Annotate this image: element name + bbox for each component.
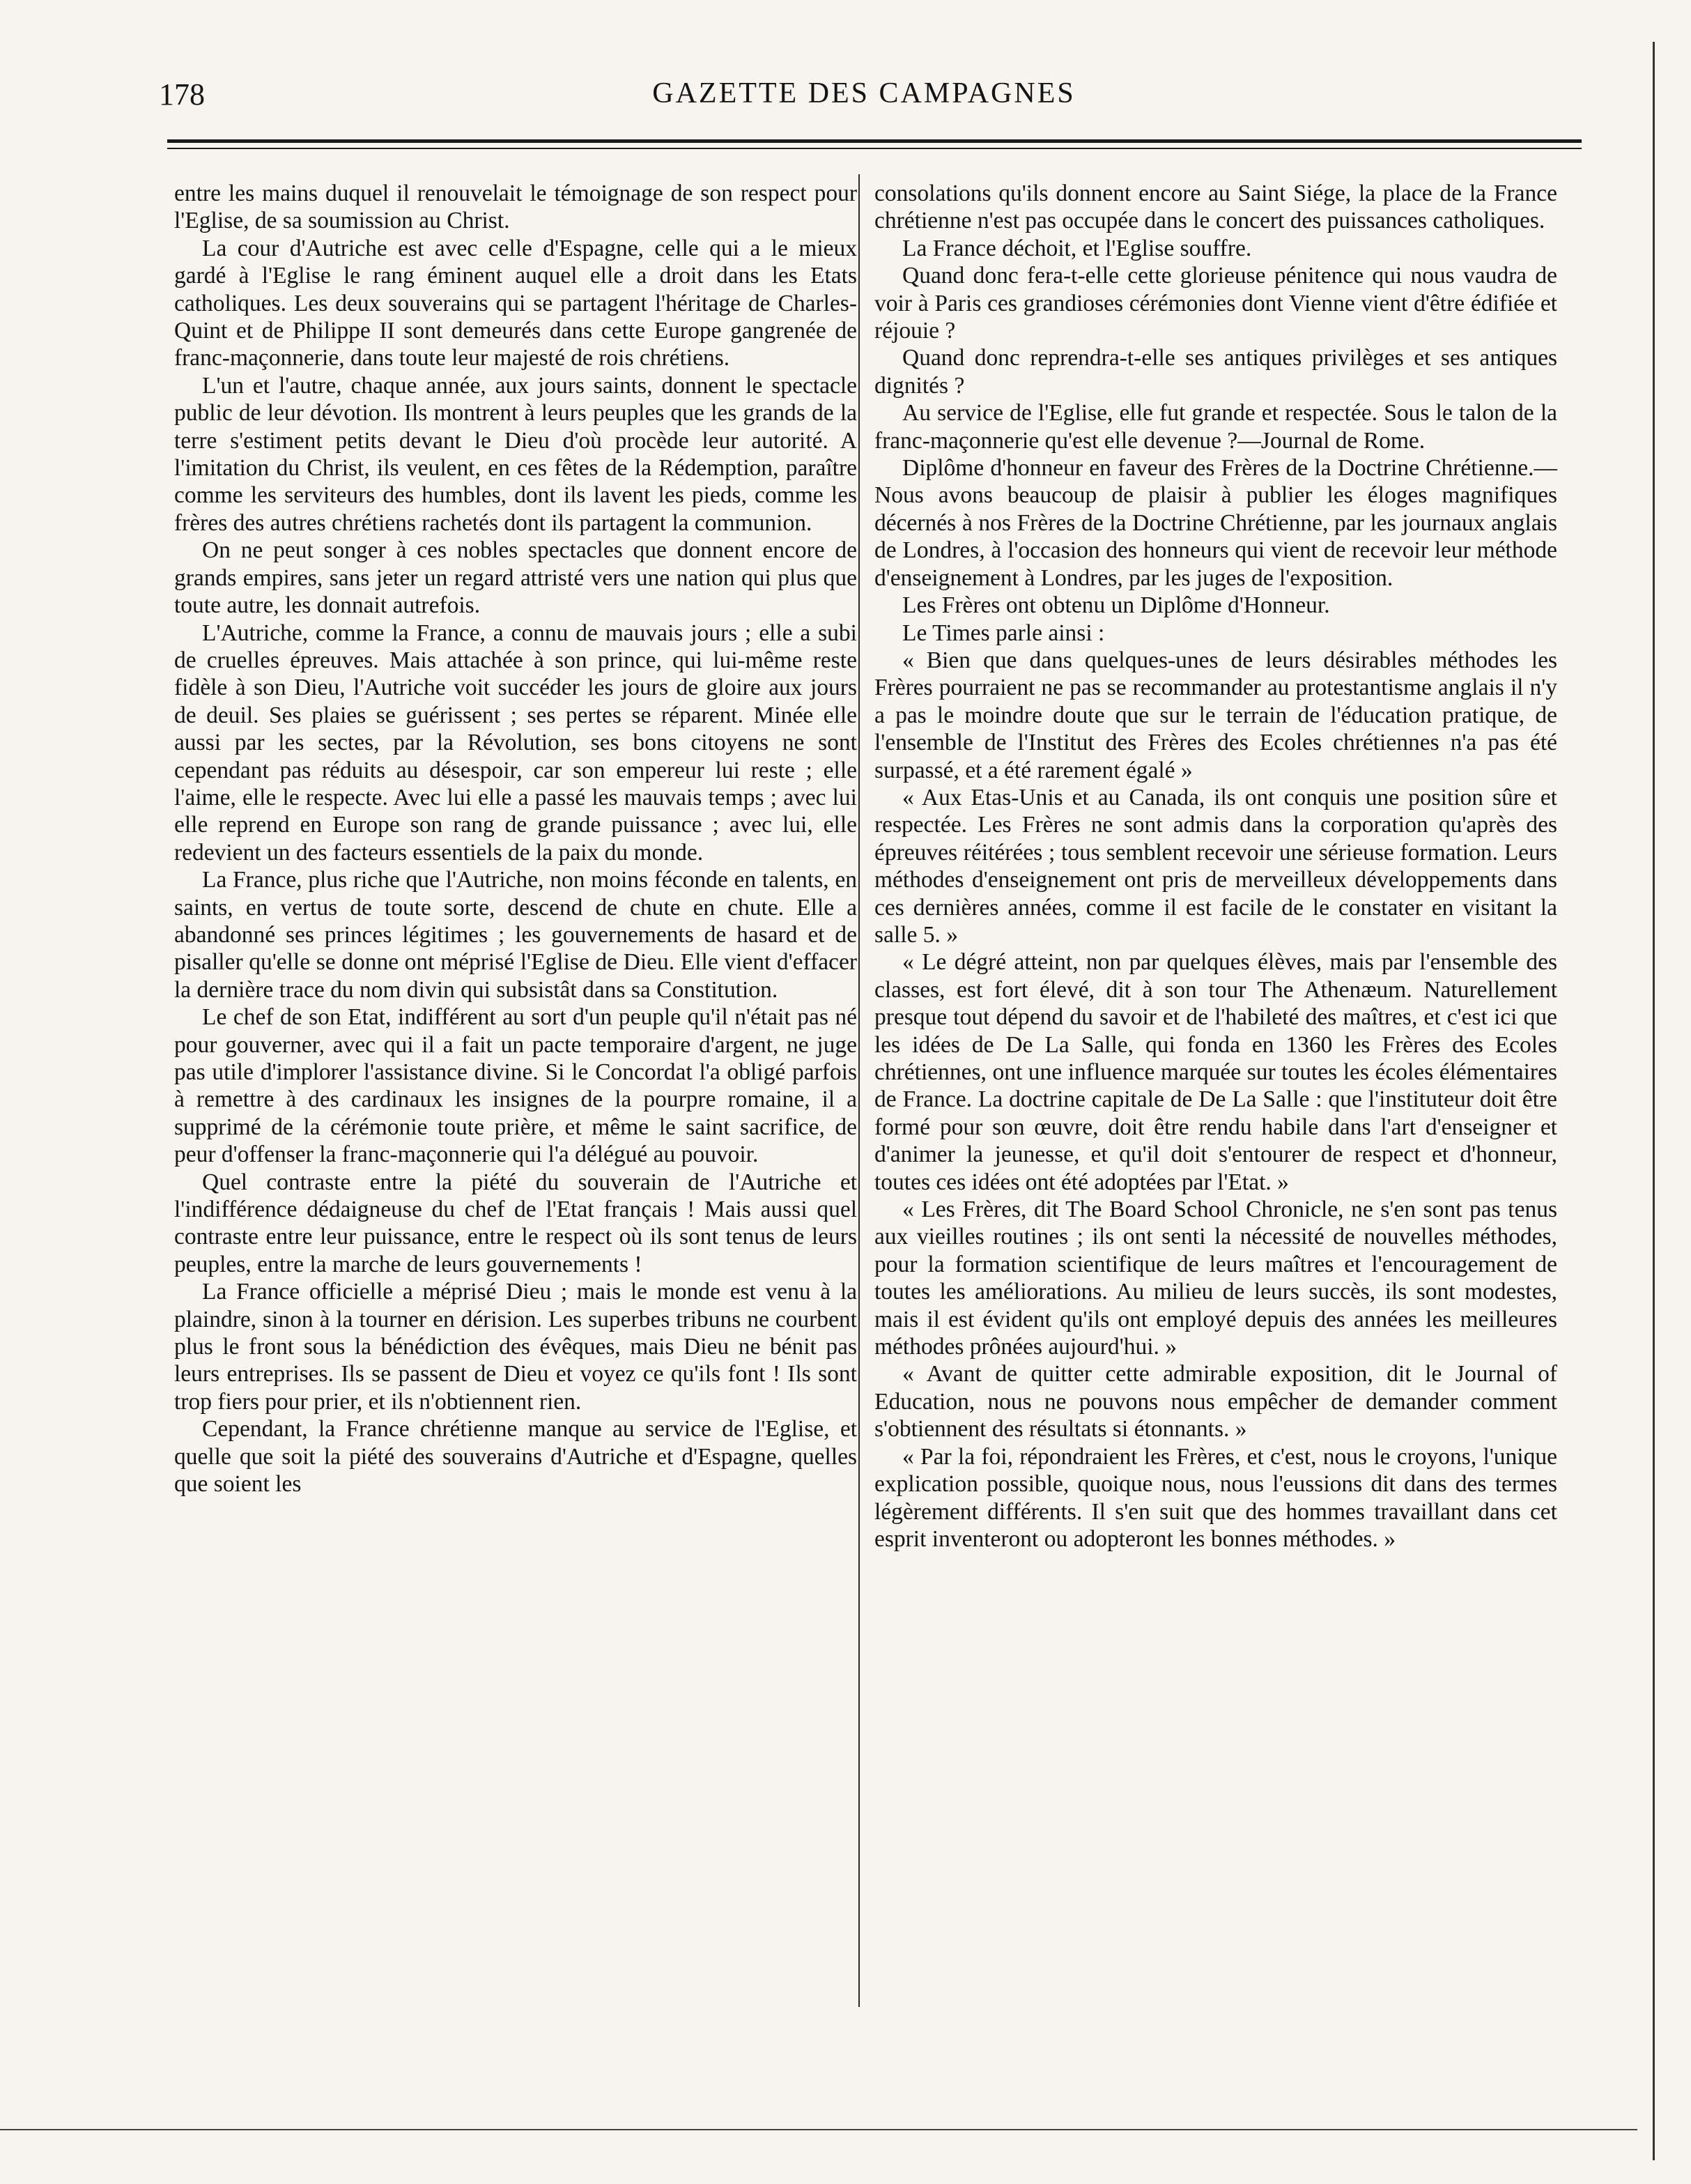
paragraph: Les Frères ont obtenu un Diplôme d'Honneur.	[902, 592, 1330, 619]
page-number: 178	[159, 77, 205, 111]
paragraph: L'un et l'autre, chaque année, aux jours saints, donnent le spectacle public de leur dévotion. Ils montrent à leurs peuples que les grands de la terre s'estiment petits devant le Dieu d'où procède leur autorité. A l'imitation du Christ, ils veulent, en ces fêtes de la Rédemption, paraître comme les serviteurs des humbles, dont ils lavent les pieds, comme les frères des autres chrétiens rachetés dont ils partagent la communion.	[174, 372, 857, 536]
paragraph: La France déchoit, et l'Eglise souffre.	[902, 235, 1252, 261]
left-column	[174, 180, 857, 1498]
paragraph: Le chef de son Etat, indifférent au sort d'un peuple qu'il n'était pas né pour gouverner, avec qui il a fait un pacte temporaire d'argent, ne juge pas utile d'implorer l'assistance divine. Si le Concordat l'a obligé parfois à remettre à des cardinaux les insignes de la pourpre romaine, il a supprimé de la cérémonie toute prière, et même le saint sacrifice, de peur d'offenser la franc-maçonnerie qui l'a délégué au pouvoir.	[174, 1004, 857, 1168]
page-edge	[1653, 42, 1655, 2160]
paragraph: Quand donc fera-t-elle cette glorieuse pénitence qui nous vaudra de voir à Paris ces grandioses cérémonies dont Vienne vient d'être édifiée et réjouie ?	[874, 263, 1557, 344]
paragraph: Le Times parle ainsi :	[902, 620, 1105, 646]
header-rule-thick	[167, 139, 1582, 143]
bottom-rule	[0, 2129, 1637, 2130]
paragraph: La cour d'Autriche est avec celle d'Espagne, celle qui a le mieux gardé à l'Eglise le rang éminent auquel elle a droit dans les Etats catholiques. Les deux souverains qui se partagent l'héritage de Charles-Quint et de Philippe II sont demeurés dans cette Europe gangrenée de franc-maçonnerie, dans toute leur majesté de rois chrétiens.	[174, 235, 857, 371]
paragraph: « Le dégré atteint, non par quelques élèves, mais par l'ensemble des classes, est fort élevé, dit à son tour The Athenæum. Naturellement presque tout dépend du savoir et de l'habileté des maîtres, et c'est ici que les idées de De La Salle, qui fonda en 1360 les Frères des Ecoles chrétiennes, ont une influence marquée sur toutes les écoles élémentaires de France. La doctrine capitale de De La Salle : que l'instituteur doit être formé pour son œuvre, doit être rendu habile dans l'art d'enseigner et d'animer la jeunesse, et qu'il doit s'entourer de respect et d'honneur, toutes ces idées ont été adoptées par l'Etat. »	[874, 949, 1557, 1195]
page-header	[153, 77, 1575, 118]
paragraph: Au service de l'Eglise, elle fut grande et respectée. Sous le talon de la franc-maçonnerie qu'est elle devenue ?—Journal de Rome.	[874, 400, 1557, 454]
paragraph: « Les Frères, dit The Board School Chronicle, ne s'en sont pas tenus aux vieilles routines ; ils ont senti la nécessité de nouvelles méthodes, pour la formation scientifique de leurs maîtres et l'encouragement de toutes les améliorations. Au milieu de leurs succès, ils sont modestes, mais il est évident qu'ils ont employé depuis des années les meilleures méthodes prônées aujourd'hui. »	[874, 1197, 1557, 1360]
paragraph: La France officielle a méprisé Dieu ; mais le monde est venu à la plaindre, sinon à la tourner en dérision. Les superbes tribuns ne courbent plus le front sous la bénédiction des évêques, mais Dieu ne bénit pas leurs entreprises. Ils se passent de Dieu et voyez ce qu'ils font ! Ils sont trop fiers pour prier, et ils n'obtiennent rien.	[174, 1279, 857, 1415]
paragraph: Quel contraste entre la piété du souverain de l'Autriche et l'indifférence dédaigneuse du chef de l'Etat français ! Mais aussi quel contraste entre leur puissance, entre le respect où ils sont tenus de leurs peuples, entre la marche de leurs gouvernements !	[174, 1169, 857, 1277]
paragraph: « Par la foi, répondraient les Frères, et c'est, nous le croyons, l'unique explication possible, quoique nous, nous l'eussions dit dans des termes légèrement différents. Il s'en suit que des hommes travaillant dans cet esprit inventeront ou adopteront les bonnes méthodes. »	[874, 1443, 1557, 1552]
paragraph: « Avant de quitter cette admirable exposition, dit le Journal of Education, nous ne pouvons nous empêcher de demander comment s'obtiennent des résultats si étonnants. »	[874, 1361, 1557, 1443]
paragraph: Cependant, la France chrétienne manque au service de l'Eglise, et quelle que soit la piété des souverains d'Autriche et d'Espagne, quelles que soient les	[174, 1416, 857, 1498]
header-rule-thin	[167, 148, 1582, 149]
paragraph: entre les mains duquel il renouvelait le témoignage de son respect pour l'Eglise, de sa soumission au Christ.	[174, 180, 857, 234]
paragraph: Quand donc reprendra-t-elle ses antiques privilèges et ses antiques dignités ?	[874, 345, 1557, 399]
paragraph: Diplôme d'honneur en faveur des Frères de la Doctrine Chrétienne.—Nous avons beaucoup de plaisir à publier les éloges magnifiques décernés à nos Frères de la Doctrine Chrétienne, par les journaux anglais de Londres, à l'occasion des honneurs qui vient de recevoir leur méthode d'enseignement à Londres, par les juges de l'exposition.	[874, 455, 1557, 591]
running-title: GAZETTE DES CAMPAGNES	[652, 77, 1076, 109]
paragraph: L'Autriche, comme la France, a connu de mauvais jours ; elle a subi de cruelles épreuves. Mais attachée à son prince, qui lui-même reste fidèle à son Dieu, l'Autriche voit succéder les jours de gloire aux jours de deuil. Ses plaies se guérissent ; ses pertes se réparent. Minée elle aussi par les sectes, par la Révolution, ses bons citoyens ne sont cependant pas réduits au désespoir, car son empereur lui reste ; elle l'aime, elle le respecte. Avec lui elle a passé les mauvais temps ; avec lui elle reprend en Europe son rang de grande puissance ; avec lui, elle redevient un des facteurs essentiels de la paix du monde.	[174, 620, 857, 866]
paragraph: consolations qu'ils donnent encore au Saint Siége, la place de la France chrétienne n'est pas occupée dans le concert des puissances catholiques.	[874, 180, 1557, 234]
column-divider	[858, 174, 860, 2007]
paragraph: On ne peut songer à ces nobles spectacles que donnent encore de grands empires, sans jeter un regard attristé vers une nation qui plus que toute autre, les donnait autrefois.	[174, 537, 857, 619]
paragraph: « Aux Etas-Unis et au Canada, ils ont conquis une position sûre et respectée. Les Frères ne sont admis dans la corporation qu'après des épreuves réitérées ; tous semblent recevoir une sérieuse formation. Leurs méthodes d'enseignement ont pris de merveilleux développements dans ces dernières années, comme il est facile de le constater en visitant la salle 5. »	[874, 784, 1557, 948]
right-column	[874, 180, 1557, 1553]
paragraph: « Bien que dans quelques-unes de leurs désirables méthodes les Frères pourraient ne pas se recommander au protestantisme anglais il n'y a pas le moindre doute que sur le terrain de l'éducation pratique, de l'ensemble de l'Institut des Frères des Ecoles chrétiennes n'a pas été surpassé, et a été rarement égalé »	[874, 647, 1557, 783]
paragraph: La France, plus riche que l'Autriche, non moins féconde en talents, en saints, en vertus de toute sorte, descend de chute en chute. Elle a abandonné ses princes légitimes ; les gouvernements de hasard et de pisaller qu'elle se donne ont méprisé l'Eglise de Dieu. Elle vient d'effacer la dernière trace du nom divin qui subsistât dans sa Constitution.	[174, 867, 857, 1003]
